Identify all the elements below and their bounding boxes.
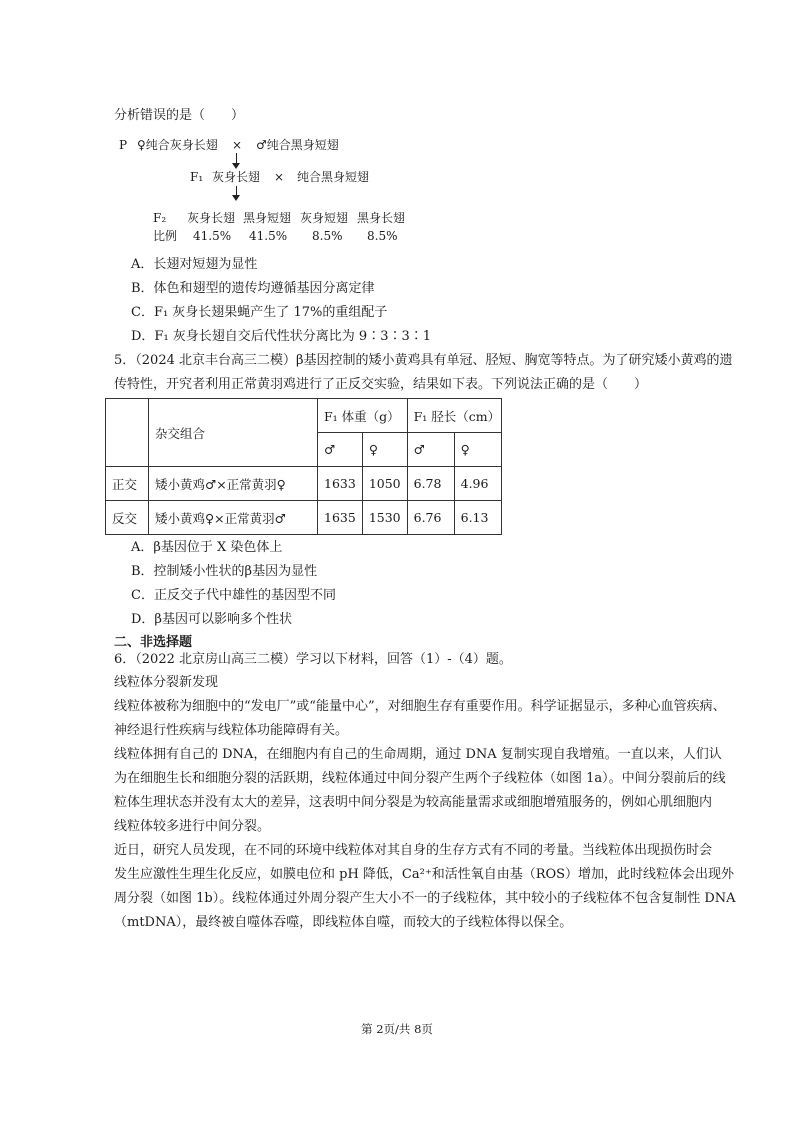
paragraph-line: 近日，研究人员发现，在不同的环境中线粒体对其自身的生存方式有不同的考量。当线粒体出现损伤时会 [114, 843, 713, 858]
table-cell: 6.13 [454, 501, 501, 535]
option-b[interactable]: B．体色和翅型的遗传均遵循基因分离定律 [131, 281, 375, 296]
option-c[interactable]: C．F₁ 灰身长翅果蝇产生了 17%的重组配子 [131, 305, 388, 320]
f1-phenotype: 灰身长翅 [212, 170, 261, 184]
female-symbol: ♀ [362, 433, 407, 467]
row-combo: 矮小黄鸡♂×正常黄羽♀ [149, 467, 318, 501]
header-weight: F₁ 体重（g） [318, 399, 408, 433]
option-d[interactable]: D．β基因可以影响多个性状 [131, 612, 292, 627]
f2-ratio: 8.5% [312, 229, 343, 243]
row-combo: 矮小黄鸡♀×正常黄羽♂ [149, 501, 318, 535]
question-stem: 分析错误的是（ ） [114, 108, 245, 123]
f2-ratio: 41.5% [249, 229, 288, 243]
table-cell: 1635 [318, 501, 363, 535]
option-c[interactable]: C．正反交子代中雄性的基因型不同 [131, 588, 336, 603]
option-d[interactable]: D．F₁ 灰身长翅自交后代性状分离比为 9∶3∶3∶1 [131, 329, 432, 344]
male-symbol: ♂ [407, 433, 454, 467]
table-cell: 1530 [362, 501, 407, 535]
header-shin: F₁ 胫长（cm） [407, 399, 501, 433]
option-b[interactable]: B．控制矮小性状的β基因为显性 [131, 564, 318, 579]
f2-generation-label: F₂ [153, 211, 167, 225]
paragraph-line: 粒体生理状态并没有太大的差异，这表明中间分裂是为较高能量需求或细胞增殖服务的，例如心肌细胞内 [114, 795, 713, 810]
paragraph-line: 为在细胞生长和细胞分裂的活跃期，线粒体通过中间分裂产生两个子线粒体（如图 1a）。中间分裂前后的线 [114, 771, 726, 786]
paragraph-line: 线粒体拥有自己的 DNA，在细胞内有自己的生命周期，通过 DNA 复制实现自我增殖。一直以来，人们认 [114, 747, 722, 762]
cross-symbol: × [232, 138, 243, 152]
header-combo: 杂交组合 [149, 399, 318, 467]
p-generation-label: P [119, 138, 128, 152]
f2-phenotype: 黑身短翅 [243, 211, 292, 225]
p-male-parent: ♂纯合黑身短翅 [256, 138, 339, 152]
question-5-stem: 5．（2024 北京丰台高三二模）β基因控制的矮小黄鸡具有单冠、胫短、胸宽等特点。为了研究矮小黄鸡的遗 [114, 353, 733, 368]
f2-phenotype: 灰身长翅 [187, 211, 236, 225]
f2-phenotype: 黑身长翅 [357, 211, 406, 225]
female-symbol: ♀ [454, 433, 501, 467]
table-cell: 4.96 [454, 467, 501, 501]
table-corner-cell [106, 399, 149, 467]
paragraph-line: 线粒体较多进行中间分裂。 [114, 819, 271, 834]
table-cell: 6.76 [407, 501, 454, 535]
table-row [106, 467, 502, 501]
p-female-parent: ♀纯合灰身长翅 [137, 138, 218, 152]
question-5-stem: 传特性，开究者利用正常黄羽鸡进行了正反交实验，结果如下表。下列说法正确的是（ ） [114, 377, 648, 392]
paragraph-line: 神经退行性疾病与线粒体功能障碍有关。 [114, 723, 349, 738]
article-title: 线粒体分裂新发现 [114, 675, 219, 690]
f1-generation-label: F₁ [190, 170, 204, 184]
row-label: 正交 [106, 467, 149, 501]
experiment-table [105, 398, 502, 535]
table-row [106, 501, 502, 535]
table-header-row [106, 399, 502, 433]
option-a[interactable]: A．β基因位于 X 染色体上 [131, 540, 283, 555]
ratio-label: 比例 [153, 229, 178, 243]
paragraph-line: 发生应激性生理生化反应，如膜电位和 pH 降低，Ca²⁺和活性氧自由基（ROS）增加，此时线粒体会出现外 [114, 867, 735, 882]
f2-ratio: 41.5% [193, 229, 232, 243]
table-cell: 6.78 [407, 467, 454, 501]
male-symbol: ♂ [318, 433, 363, 467]
cross-symbol: × [274, 170, 285, 184]
option-a[interactable]: A．长翅对短翅为显性 [131, 257, 258, 272]
f2-ratio: 8.5% [367, 229, 398, 243]
question-6-stem: 6．（2022 北京房山高三二模）学习以下材料，回答（1）-（4）题。 [114, 652, 512, 667]
paragraph-line: 周分裂（如图 1b）。线粒体通过外周分裂产生大小不一的子线粒体，其中较小的子线粒体不包含复制性 DNA [114, 891, 736, 906]
f2-phenotype: 灰身短翅 [300, 211, 349, 225]
row-label: 反交 [106, 501, 149, 535]
page-number: 第 2页/共 8页 [361, 1022, 433, 1036]
arrow-head-icon [232, 195, 240, 201]
paragraph-line: 线粒体被称为细胞中的“发电厂”或“能量中心”，对细胞生存有重要作用。科学证据显示，多种心血管疾病、 [114, 699, 726, 714]
table-cell: 1050 [362, 467, 407, 501]
table-cell: 1633 [318, 467, 363, 501]
section-heading: 二、非选择题 [114, 635, 193, 650]
paragraph-line: （mtDNA），最终被自噬体吞噬，即线粒体自噬，而较大的子线粒体得以保全。 [114, 915, 573, 930]
f1-partner: 纯合黑身短翅 [297, 170, 370, 184]
